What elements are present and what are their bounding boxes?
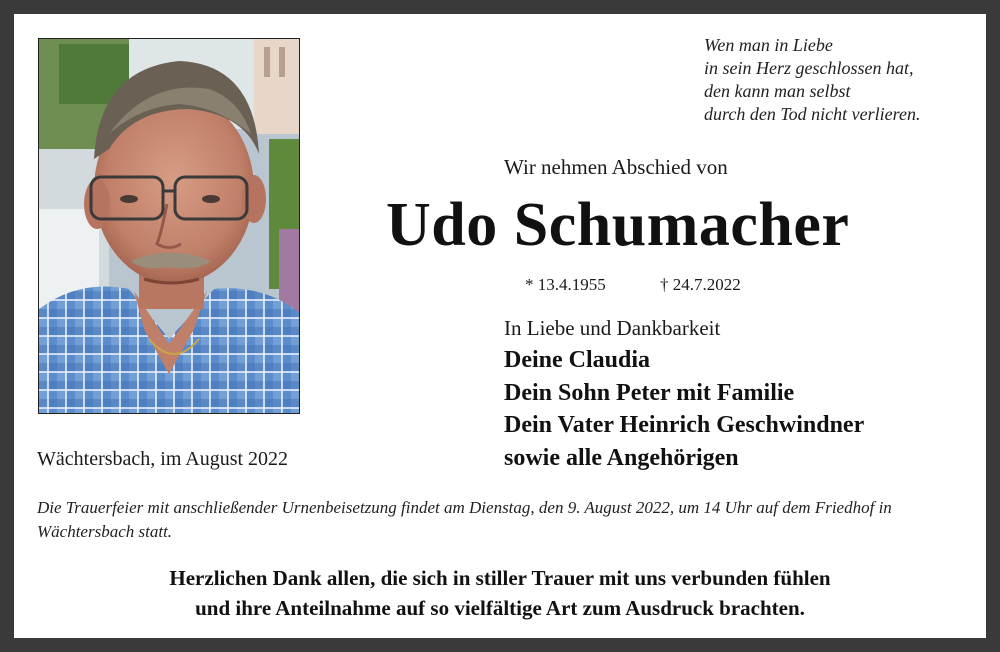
closing-line: und ihre Anteilnahme auf so vielfältige Art zum Ausdruck brachten. [195,596,805,620]
place-and-date: Wächtersbach, im August 2022 [37,448,289,470]
mourner-name: Deine Claudia [504,347,651,373]
death-date: † 24.7.2022 [660,275,741,294]
mourners-intro: In Liebe und Dankbarkeit [504,316,721,340]
mourner-name: Dein Sohn Peter mit Familie [504,379,795,406]
ceremony-notice: Die Trauerfeier mit anschließender Urnenbeisetzung findet am Dienstag, den 9. August 2022, um 14 Uhr auf dem Friedhof in Wächtersbach statt. [37,498,892,541]
mourners-list [504,344,864,474]
mourner-name: Dein Vater Heinrich Geschwindner [504,412,865,438]
closing-line: Herzlichen Dank allen, die sich in stiller Trauer mit uns verbunden fühlen [169,566,831,590]
closing-thanks [0,563,1000,623]
quote-line: in sein Herz geschlossen hat, [704,58,914,78]
quote-line: durch den Tod nicht verlieren. [704,104,921,124]
mourner-name: sowie alle Angehörigen [504,444,739,471]
memorial-quote [704,34,984,126]
quote-line: Wen man in Liebe [704,35,833,55]
farewell-intro: Wir nehmen Abschied von [504,155,728,179]
birth-date: * 13.4.1955 [525,275,606,294]
portrait-photo [38,38,300,414]
deceased-name: Udo Schumacher [386,191,850,259]
quote-line: den kann man selbst [704,81,851,101]
